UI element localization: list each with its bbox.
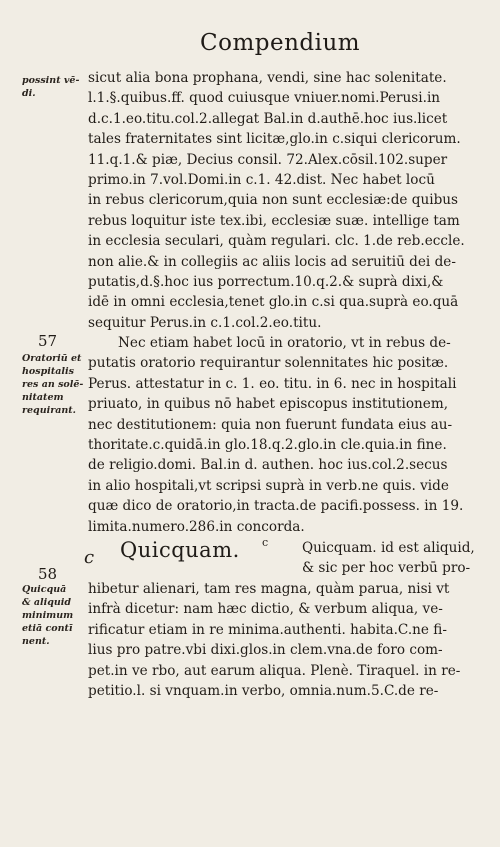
text-line: idē in omni ecclesia,tenet glo.in c.si qua.suprà eo.quā xyxy=(88,294,459,311)
main-text-block xyxy=(88,68,473,537)
text-line: rificatur etiam in re minima.authenti. habita.C.ne fi- xyxy=(88,621,447,638)
text-line: priuato, in quibus nō habet episcopus institutionem, xyxy=(88,396,449,413)
text-line: d.c.1.eo.titu.col.2.allegat Bal.in d.authē.hoc ius.licet xyxy=(88,110,448,127)
text-line: Quicquam. id est aliquid, xyxy=(302,540,475,556)
lower-text-block xyxy=(88,579,473,701)
section-number-58: 58 xyxy=(38,565,58,583)
text-line: non alie.& in collegiis ac aliis locis ad seruitiū dei de- xyxy=(88,253,456,270)
text-line: tales fraternitates sint licitæ,glo.in c.siqui clericorum. xyxy=(88,131,461,148)
text-line: de religio.domi. Bal.in d. authen. hoc ius.col.2.secus xyxy=(88,457,448,474)
lemma-heading: Quicquam. xyxy=(120,538,240,562)
text-line: quæ dico de oratorio,in tracta.de pacifi.possess. in 19. xyxy=(88,498,464,515)
text-line: lius pro patre.vbi dixi.glos.in clem.vna.de foro com- xyxy=(88,642,443,659)
margin-note-58: Quicquā & aliquid minimum etiā contī nent. xyxy=(22,584,74,647)
text-line: in ecclesia seculari, quàm regulari. clc. 1.de reb.eccle. xyxy=(88,233,465,250)
text-line: sequitur Perus.in c.1.col.2.eo.titu. xyxy=(88,314,322,331)
text-line: rebus loquitur iste tex.ibi, ecclesiæ suæ. intellige tam xyxy=(88,212,460,229)
section-number-57: 57 xyxy=(38,332,58,350)
running-head: Compendium xyxy=(200,30,361,56)
text-line: pet.in ve rbo, aut earum aliqua. Plenè. Tiraquel. in re- xyxy=(88,662,461,679)
text-line: nec destitutionem: quia non fuerunt fundata eius au- xyxy=(88,416,453,433)
text-line: Perus. attestatur in c. 1. eo. titu. in 6. nec in hospitali xyxy=(88,375,457,392)
text-line: l.1.§.quibus.ff. quod cuiusque vniuer.nomi.Perusi.in xyxy=(88,90,441,107)
text-line: Nec etiam habet locū in oratorio, vt in rebus de- xyxy=(118,335,451,352)
text-line: petitio.l. si vnquam.in verbo, omnia.num.5.C.de re- xyxy=(88,682,439,699)
text-line: primo.in 7.vol.Domi.in c.1. 42.dist. Nec habet locū xyxy=(88,171,435,188)
text-line: hibetur alienari, tam res magna, quàm parua, nisi vt xyxy=(88,581,450,597)
text-line: limita.numero.286.in concorda. xyxy=(88,518,305,535)
text-line: in rebus clericorum,quia non sunt ecclesiæ:de quibus xyxy=(88,192,458,209)
text-line: thoritate.c.quidā.in glo.18.q.2.glo.in cle.quia.in fine. xyxy=(88,437,447,454)
margin-note-top: possint vē- di. xyxy=(22,75,80,99)
lemma-mark: c xyxy=(84,547,95,568)
lemma-gloss xyxy=(290,538,475,579)
text-line: putatis oratorio requirantur solennitates hic positæ. xyxy=(88,355,449,372)
text-line: sicut alia bona prophana, vendi, sine hac solenitate. xyxy=(88,70,447,86)
text-line: putatis,d.§.hoc ius porrectum.10.q.2.& suprà dixi,& xyxy=(88,273,444,290)
text-line: & sic per hoc verbū pro- xyxy=(302,560,471,577)
margin-note-57: Oratoriū et hospitalis res an solē- nitatem requirant. xyxy=(22,353,84,416)
text-line: in alio hospitali,vt scripsi suprà in verb.ne quis. vide xyxy=(88,477,449,494)
lemma-small-mark: c xyxy=(262,536,269,549)
text-line: 11.q.1.& piæ, Decius consil. 72.Alex.cōsil.102.super xyxy=(88,151,448,168)
text-line: infrà dicetur: nam hæc dictio, & verbum aliqua, ve- xyxy=(88,601,443,618)
